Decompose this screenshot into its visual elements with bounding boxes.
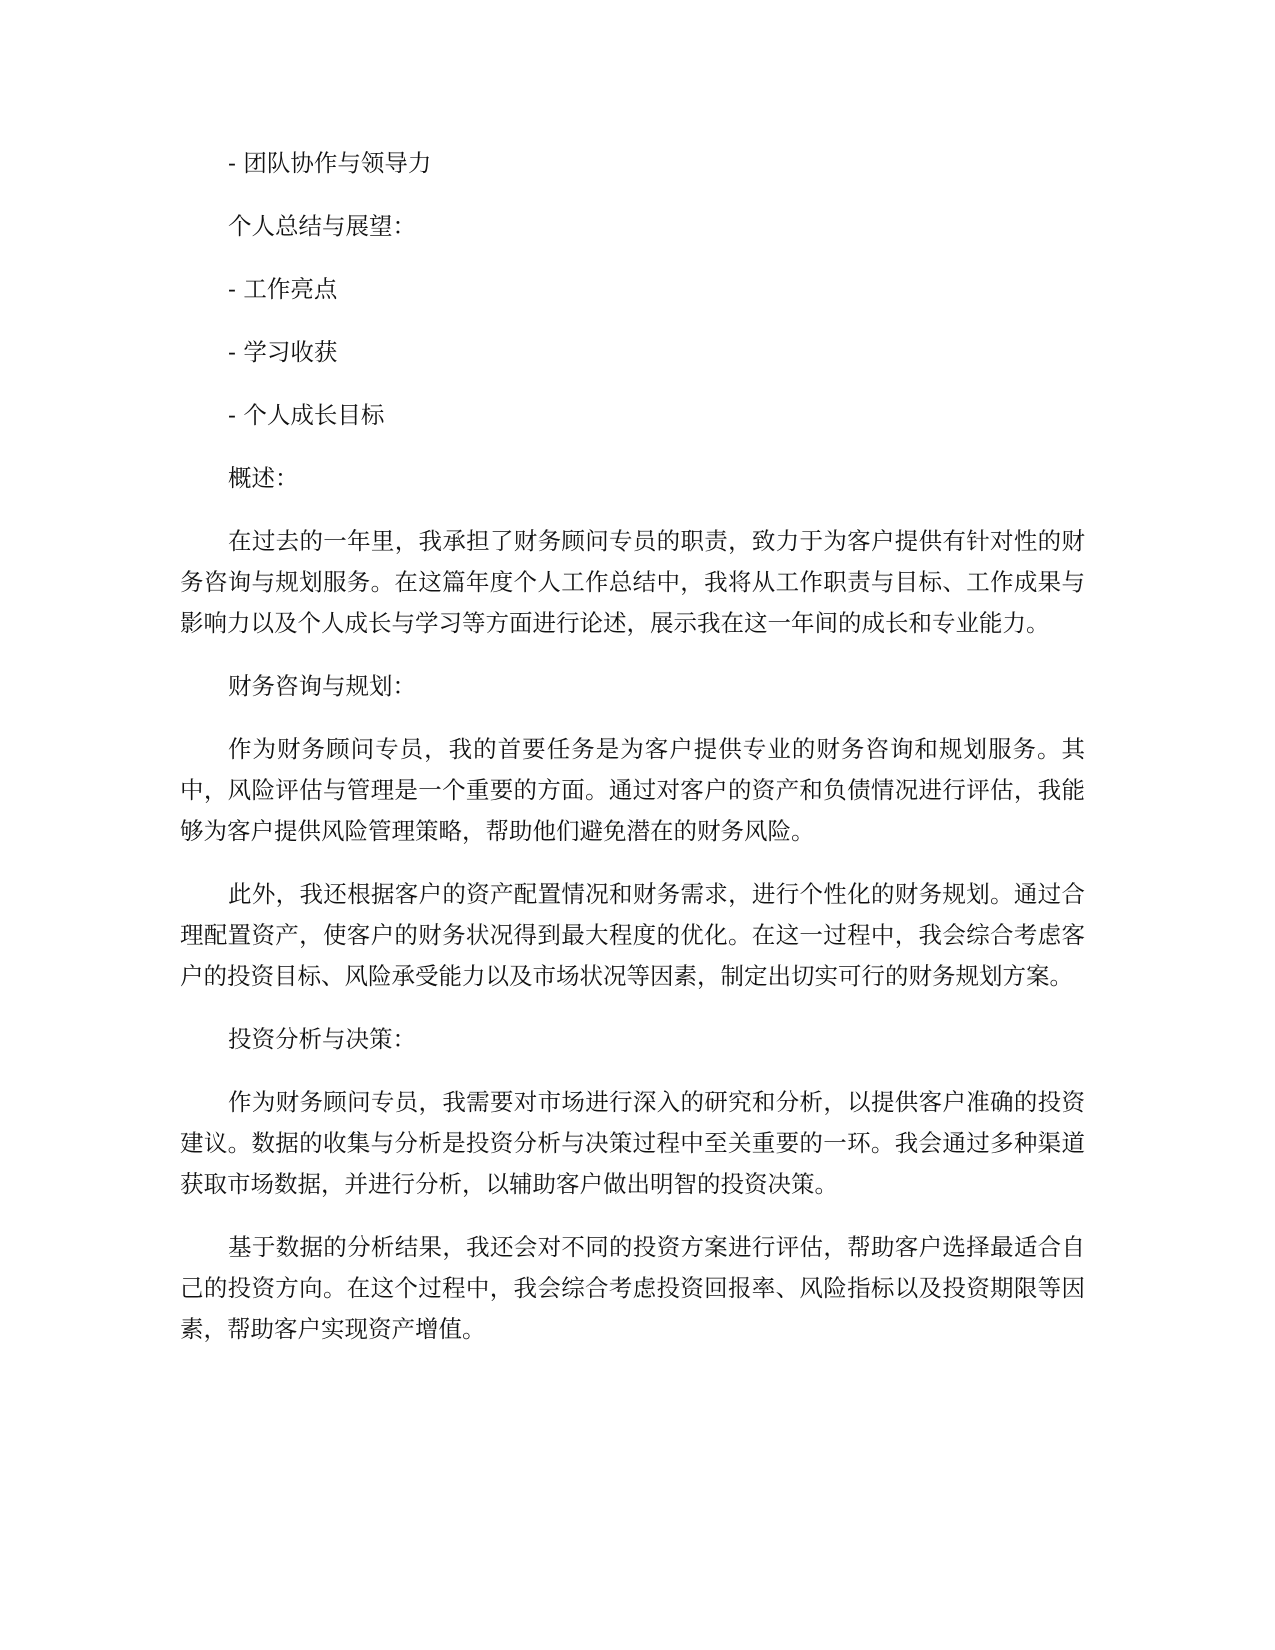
section-heading-overview: 概述： bbox=[228, 464, 299, 492]
paragraph-overview: 在过去的一年里，我承担了财务顾问专员的职责，致力于为客户提供有针对性的财务咨询与规划服务。在这篇年度个人工作总结中，我将从工作职责与目标、工作成果与影响力以及个人成长与学习等方面进行论述，展示我在这一年间的成长和专业能力。 bbox=[180, 527, 1085, 637]
paragraph-risk-management: 作为财务顾问专员，我的首要任务是为客户提供专业的财务咨询和规划服务。其中，风险评估与管理是一个重要的方面。通过对客户的资产和负债情况进行评估，我能够为客户提供风险管理策略，帮助他们避免潜在的财务风险。 bbox=[180, 735, 1085, 845]
list-item-learning-gains: - 学习收获 bbox=[228, 338, 338, 366]
section-heading-investment-analysis: 投资分析与决策： bbox=[228, 1025, 416, 1053]
section-heading-summary-outlook: 个人总结与展望： bbox=[228, 212, 416, 240]
paragraph-market-research: 作为财务顾问专员，我需要对市场进行深入的研究和分析，以提供客户准确的投资建议。数据的收集与分析是投资分析与决策过程中至关重要的一环。我会通过多种渠道获取市场数据，并进行分析，以辅助客户做出明智的投资决策。 bbox=[180, 1088, 1085, 1198]
paragraph-personalized-planning: 此外，我还根据客户的资产配置情况和财务需求，进行个性化的财务规划。通过合理配置资产，使客户的财务状况得到最大程度的优化。在这一过程中，我会综合考虑客户的投资目标、风险承受能力以及市场状况等因素，制定出切实可行的财务规划方案。 bbox=[180, 880, 1085, 990]
paragraph-investment-evaluation: 基于数据的分析结果，我还会对不同的投资方案进行评估，帮助客户选择最适合自己的投资方向。在这个过程中，我会综合考虑投资回报率、风险指标以及投资期限等因素，帮助客户实现资产增值。 bbox=[180, 1233, 1085, 1343]
list-item-teamwork: - 团队协作与领导力 bbox=[228, 149, 432, 177]
list-item-work-highlights: - 工作亮点 bbox=[228, 275, 338, 303]
document-body bbox=[180, 143, 1085, 1372]
section-heading-financial-planning: 财务咨询与规划： bbox=[228, 672, 416, 700]
list-item-growth-goals: - 个人成长目标 bbox=[228, 401, 385, 429]
